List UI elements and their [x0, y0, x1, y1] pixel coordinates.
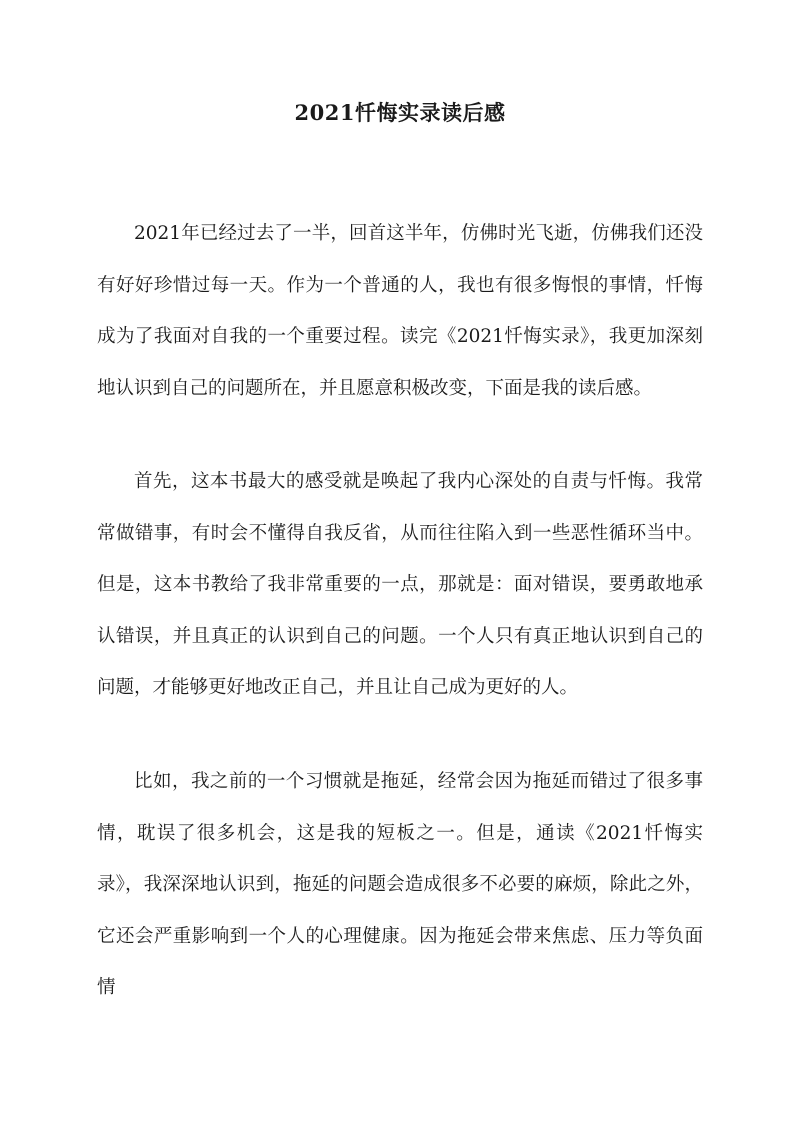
paragraph-example: 比如，我之前的一个习惯就是拖延，经常会因为拖延而错过了很多事情，耽误了很多机会，这是我的短板之一。但是，通读《2021忏悔实录》，我深深地认识到，拖延的问题会造成很多不必要的麻烦，除此之外，它还会严重影响到一个人的心理健康。因为拖延会带来焦虑、压力等负面情 — [97, 771, 703, 998]
document-title: 2021忏悔实录读后感 — [294, 100, 506, 125]
paragraph-intro: 2021年已经过去了一半，回首这半年，仿佛时光飞逝，仿佛我们还没有好好珍惜过每一天。作为一个普通的人，我也有很多悔恨的事情，忏悔成为了我面对自我的一个重要过程。读完《2021忏悔实录》，我更加深刻地认识到自己的问题所在，并且愿意积极改变，下面是我的读后感。 — [97, 223, 703, 399]
paragraph-first-point: 首先，这本书最大的感受就是唤起了我内心深处的自责与忏悔。我常常做错事，有时会不懂得自我反省，从而往往陷入到一些恶性循环当中。但是，这本书教给了我非常重要的一点，那就是：面对错误，要勇敢地承认错误，并且真正的认识到自己的问题。一个人只有真正地认识到自己的问题，才能够更好地改正自己，并且让自己成为更好的人。 — [97, 471, 703, 698]
